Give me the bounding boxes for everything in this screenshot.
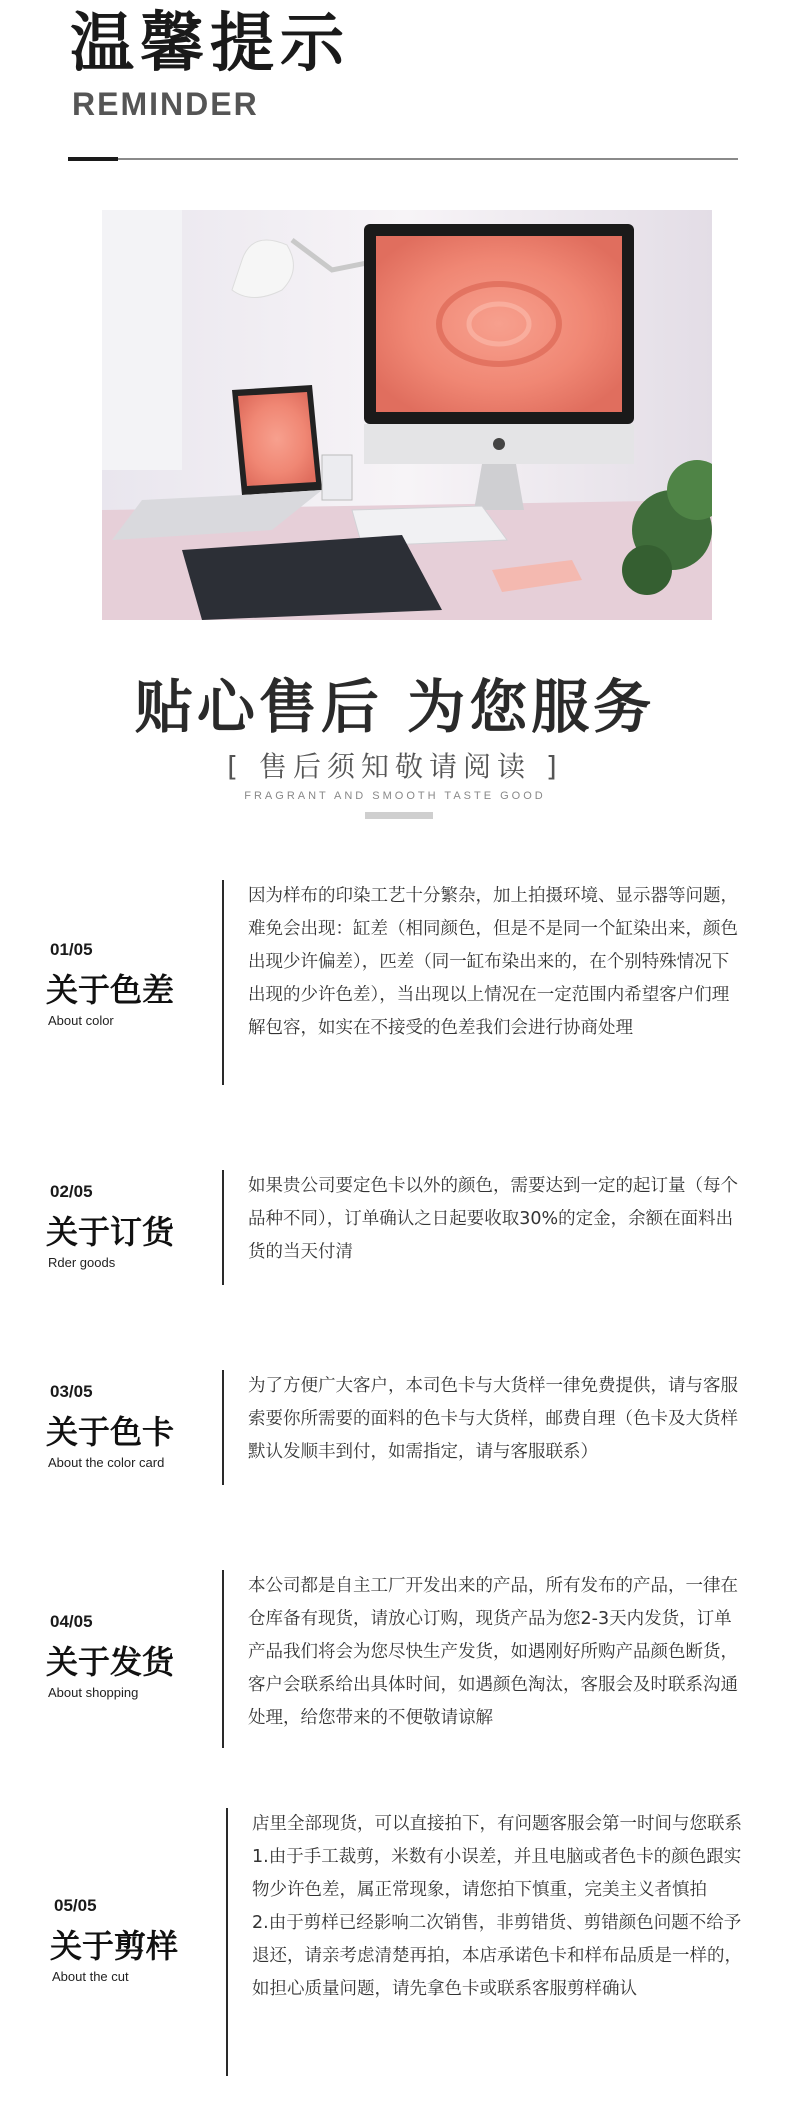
slogan: 贴心售后 为您服务 — [134, 673, 656, 741]
page-title: 温馨提示 — [70, 7, 350, 81]
section-number: 05/05 — [54, 1896, 97, 1915]
section-number: 03/05 — [50, 1382, 93, 1401]
section-divider — [226, 1808, 228, 2076]
section-body — [252, 1808, 742, 2006]
section-paragraph: 为了方便广大客户，本司色卡与大货样一律免费提供，请与客服索要你所需要的面料的色卡与大货样，邮费自理（色卡及大货样默认发顺丰到付，如需指定，请与客服联系） — [248, 1376, 738, 1462]
tagline: FRAGRANT AND SMOOTH TASTE GOOD — [244, 790, 546, 802]
section-number: 04/05 — [50, 1612, 93, 1631]
section-divider — [222, 1370, 224, 1485]
section-divider — [222, 1170, 224, 1285]
header-divider — [68, 158, 738, 160]
notice-heading: [ 售后须知敬请阅读 ] — [227, 750, 563, 783]
section-body — [248, 880, 738, 1045]
section-body — [248, 1570, 738, 1735]
section-divider — [222, 880, 224, 1085]
section-subtitle: About the cut — [52, 1969, 129, 1984]
section-subtitle: About shopping — [48, 1685, 139, 1700]
section-paragraph: 因为样布的印染工艺十分繁杂，加上拍摄环境、显示器等问题，难免会出现：缸差（相同颜色，但是不是同一个缸染出来，颜色出现少许偏差），匹差（同一缸布染出来的，在个别特殊情况下出现的少许色差），当出现以上情况在一定范围内希望客户们理解包容，如实在不接受的色差我们会进行协商处理 — [248, 886, 738, 1038]
section-body — [248, 1170, 738, 1269]
page-subtitle: REMINDER — [72, 86, 259, 122]
section-subtitle: About color — [48, 1013, 114, 1028]
section-title: 关于订货 — [46, 1213, 175, 1251]
section-title: 关于色卡 — [46, 1413, 175, 1451]
section-paragraph: 店里全部现货，可以直接拍下，有问题客服会第一时间与您联系 — [252, 1814, 742, 1834]
section-paragraph: 如果贵公司要定色卡以外的颜色，需要达到一定的起订量（每个品种不同），订单确认之日起要收取30%的定金，余额在面料出货的当天付清 — [248, 1176, 738, 1262]
tagline-bar — [365, 812, 433, 819]
section-title: 关于发货 — [46, 1643, 175, 1681]
section-number: 02/05 — [50, 1182, 93, 1201]
workspace-photo — [102, 210, 712, 620]
section-paragraph: 2.由于剪样已经影响二次销售，非剪错货、剪错颜色问题不给予退还，请亲考虑清楚再拍，本店承诺色卡和样布品质是一样的，如担心质量问题，请先拿色卡或联系客服剪样确认 — [252, 1913, 742, 1999]
workspace-illustration — [102, 210, 712, 620]
section-divider — [222, 1570, 224, 1748]
section-paragraph: 1.由于手工裁剪，米数有小误差，并且电脑或者色卡的颜色跟实物少许色差，属正常现象，请您拍下慎重，完美主义者慎拍 — [252, 1847, 742, 1900]
section-subtitle: About the color card — [48, 1455, 165, 1470]
section-paragraph: 本公司都是自主工厂开发出来的产品，所有发布的产品，一律在仓库备有现货，请放心订购，现货产品为您2-3天内发货，订单产品我们将会为您尽快生产发货，如遇刚好所购产品颜色断货，客户会联系给出具体时间，如遇颜色淘汰，客服会及时联系沟通处理，给您带来的不便敬请谅解 — [248, 1576, 738, 1728]
header-divider-accent — [68, 157, 118, 161]
section-title: 关于剪样 — [50, 1927, 179, 1965]
section-title: 关于色差 — [46, 971, 175, 1009]
section-subtitle: Rder goods — [48, 1255, 116, 1270]
section-number: 01/05 — [50, 940, 93, 959]
section-body — [248, 1370, 738, 1469]
